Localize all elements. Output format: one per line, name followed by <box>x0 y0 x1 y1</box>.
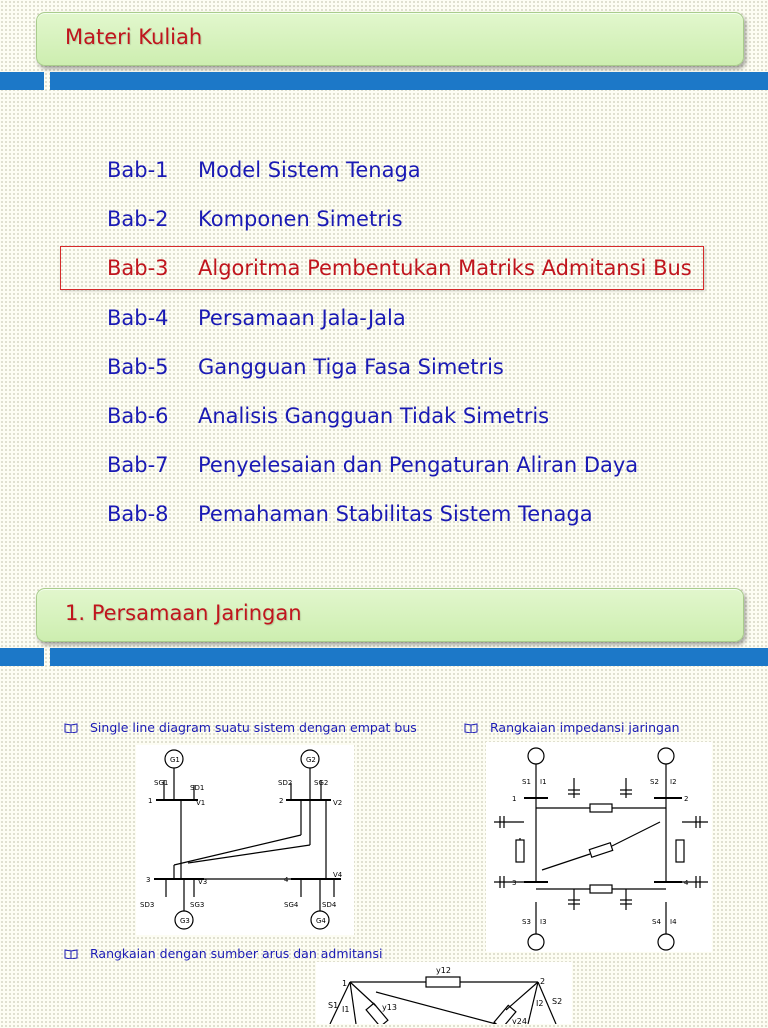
gen-label: G4 <box>316 917 326 925</box>
chapter-row <box>107 404 549 428</box>
chapter-number: Bab-4 <box>107 306 169 330</box>
source-label: S2 <box>552 997 563 1006</box>
single-line-diagram <box>136 745 354 935</box>
current-label: I1 <box>342 1005 350 1014</box>
book-icon <box>64 949 78 959</box>
chapter-number: Bab-6 <box>107 404 169 428</box>
bus-number: 1 <box>148 797 153 805</box>
voltage-label: V2 <box>333 799 343 807</box>
gen-label: G2 <box>306 756 316 764</box>
bullet-text: Rangkaian impedansi jaringan <box>490 720 680 735</box>
bus-number: 3 <box>512 879 517 887</box>
bullet-single-line <box>64 720 417 735</box>
current-label: I3 <box>540 918 547 926</box>
slide-2-title: 1. Persamaan Jaringan <box>65 601 302 625</box>
current-label: I1 <box>540 778 547 786</box>
power-label: SG3 <box>190 901 205 909</box>
gen-label: G1 <box>170 756 180 764</box>
chapter-number: Bab-2 <box>107 207 169 231</box>
chapter-title: Persamaan Jala-Jala <box>198 306 406 330</box>
chapter-number: Bab-3 <box>107 256 169 280</box>
impedance-network-svg <box>486 742 712 952</box>
power-label: SD4 <box>322 901 337 909</box>
node-number: 2 <box>540 977 546 986</box>
chapter-title: Gangguan Tiga Fasa Simetris <box>198 355 504 379</box>
power-label: SD3 <box>140 901 155 909</box>
voltage-label: V4 <box>333 871 343 879</box>
bus-number: 2 <box>684 795 689 803</box>
book-icon <box>464 723 478 733</box>
admittance-label: y12 <box>436 966 451 975</box>
chapter-row <box>107 355 504 379</box>
accent-bar-left <box>0 72 44 90</box>
chapter-row <box>107 158 421 182</box>
chapter-title: Model Sistem Tenaga <box>198 158 421 182</box>
chapter-row <box>107 453 638 477</box>
slide-2-title-box <box>36 588 744 642</box>
voltage-label: V1 <box>196 799 206 807</box>
source-label: S1 <box>328 1001 339 1010</box>
source-label: S4 <box>652 918 661 926</box>
chapter-row <box>107 207 403 231</box>
chapter-row <box>107 306 406 330</box>
chapter-row-highlighted <box>107 256 692 280</box>
accent-bar-right <box>50 648 768 666</box>
chapter-title: Penyelesaian dan Pengaturan Aliran Daya <box>198 453 639 477</box>
book-icon <box>64 723 78 733</box>
current-label: I2 <box>536 999 544 1008</box>
bus-number: 4 <box>684 879 689 887</box>
admittance-label: y24 <box>512 1017 527 1024</box>
impedance-network-diagram <box>486 742 712 952</box>
chapter-title: Pemahaman Stabilitas Sistem Tenaga <box>198 502 593 526</box>
bullet-text: Rangkaian dengan sumber arus dan admitansi <box>90 946 383 961</box>
gen-label: G3 <box>180 917 190 925</box>
bus-number: 1 <box>512 795 517 803</box>
bus-number: 3 <box>146 876 151 884</box>
admittance-network-diagram <box>316 962 572 1024</box>
bullet-text: Single line diagram suatu sistem dengan empat bus <box>90 720 417 735</box>
voltage-label: V3 <box>198 878 208 886</box>
accent-bar-right <box>50 72 768 90</box>
power-label: SD1 <box>190 784 205 792</box>
power-label: SG4 <box>284 901 299 909</box>
slide-title-box <box>36 12 744 66</box>
bullet-current-source <box>64 946 382 961</box>
chapter-title: Analisis Gangguan Tidak Simetris <box>198 404 550 428</box>
admittance-label: y13 <box>382 1003 397 1012</box>
admittance-network-svg <box>316 962 572 1024</box>
slide-title: Materi Kuliah <box>65 25 203 49</box>
bullet-impedance <box>464 720 680 735</box>
chapter-title: Komponen Simetris <box>198 207 403 231</box>
power-label: SG1 <box>154 779 169 787</box>
power-label: SD2 <box>278 779 293 787</box>
source-label: S3 <box>522 918 531 926</box>
source-label: S1 <box>522 778 531 786</box>
chapter-number: Bab-7 <box>107 453 169 477</box>
power-label: SG2 <box>314 779 329 787</box>
accent-bar-left <box>0 648 44 666</box>
chapter-number: Bab-8 <box>107 502 169 526</box>
current-label: I2 <box>670 778 677 786</box>
chapter-number: Bab-1 <box>107 158 169 182</box>
bus-number: 2 <box>279 797 284 805</box>
bus-number: 4 <box>284 876 289 884</box>
chapter-number: Bab-5 <box>107 355 169 379</box>
chapter-title: Algoritma Pembentukan Matriks Admitansi Bus <box>198 256 692 280</box>
node-number: 1 <box>342 979 348 988</box>
source-label: S2 <box>650 778 659 786</box>
current-label: I4 <box>670 918 677 926</box>
single-line-diagram-svg <box>136 745 354 935</box>
chapter-row <box>107 502 593 526</box>
